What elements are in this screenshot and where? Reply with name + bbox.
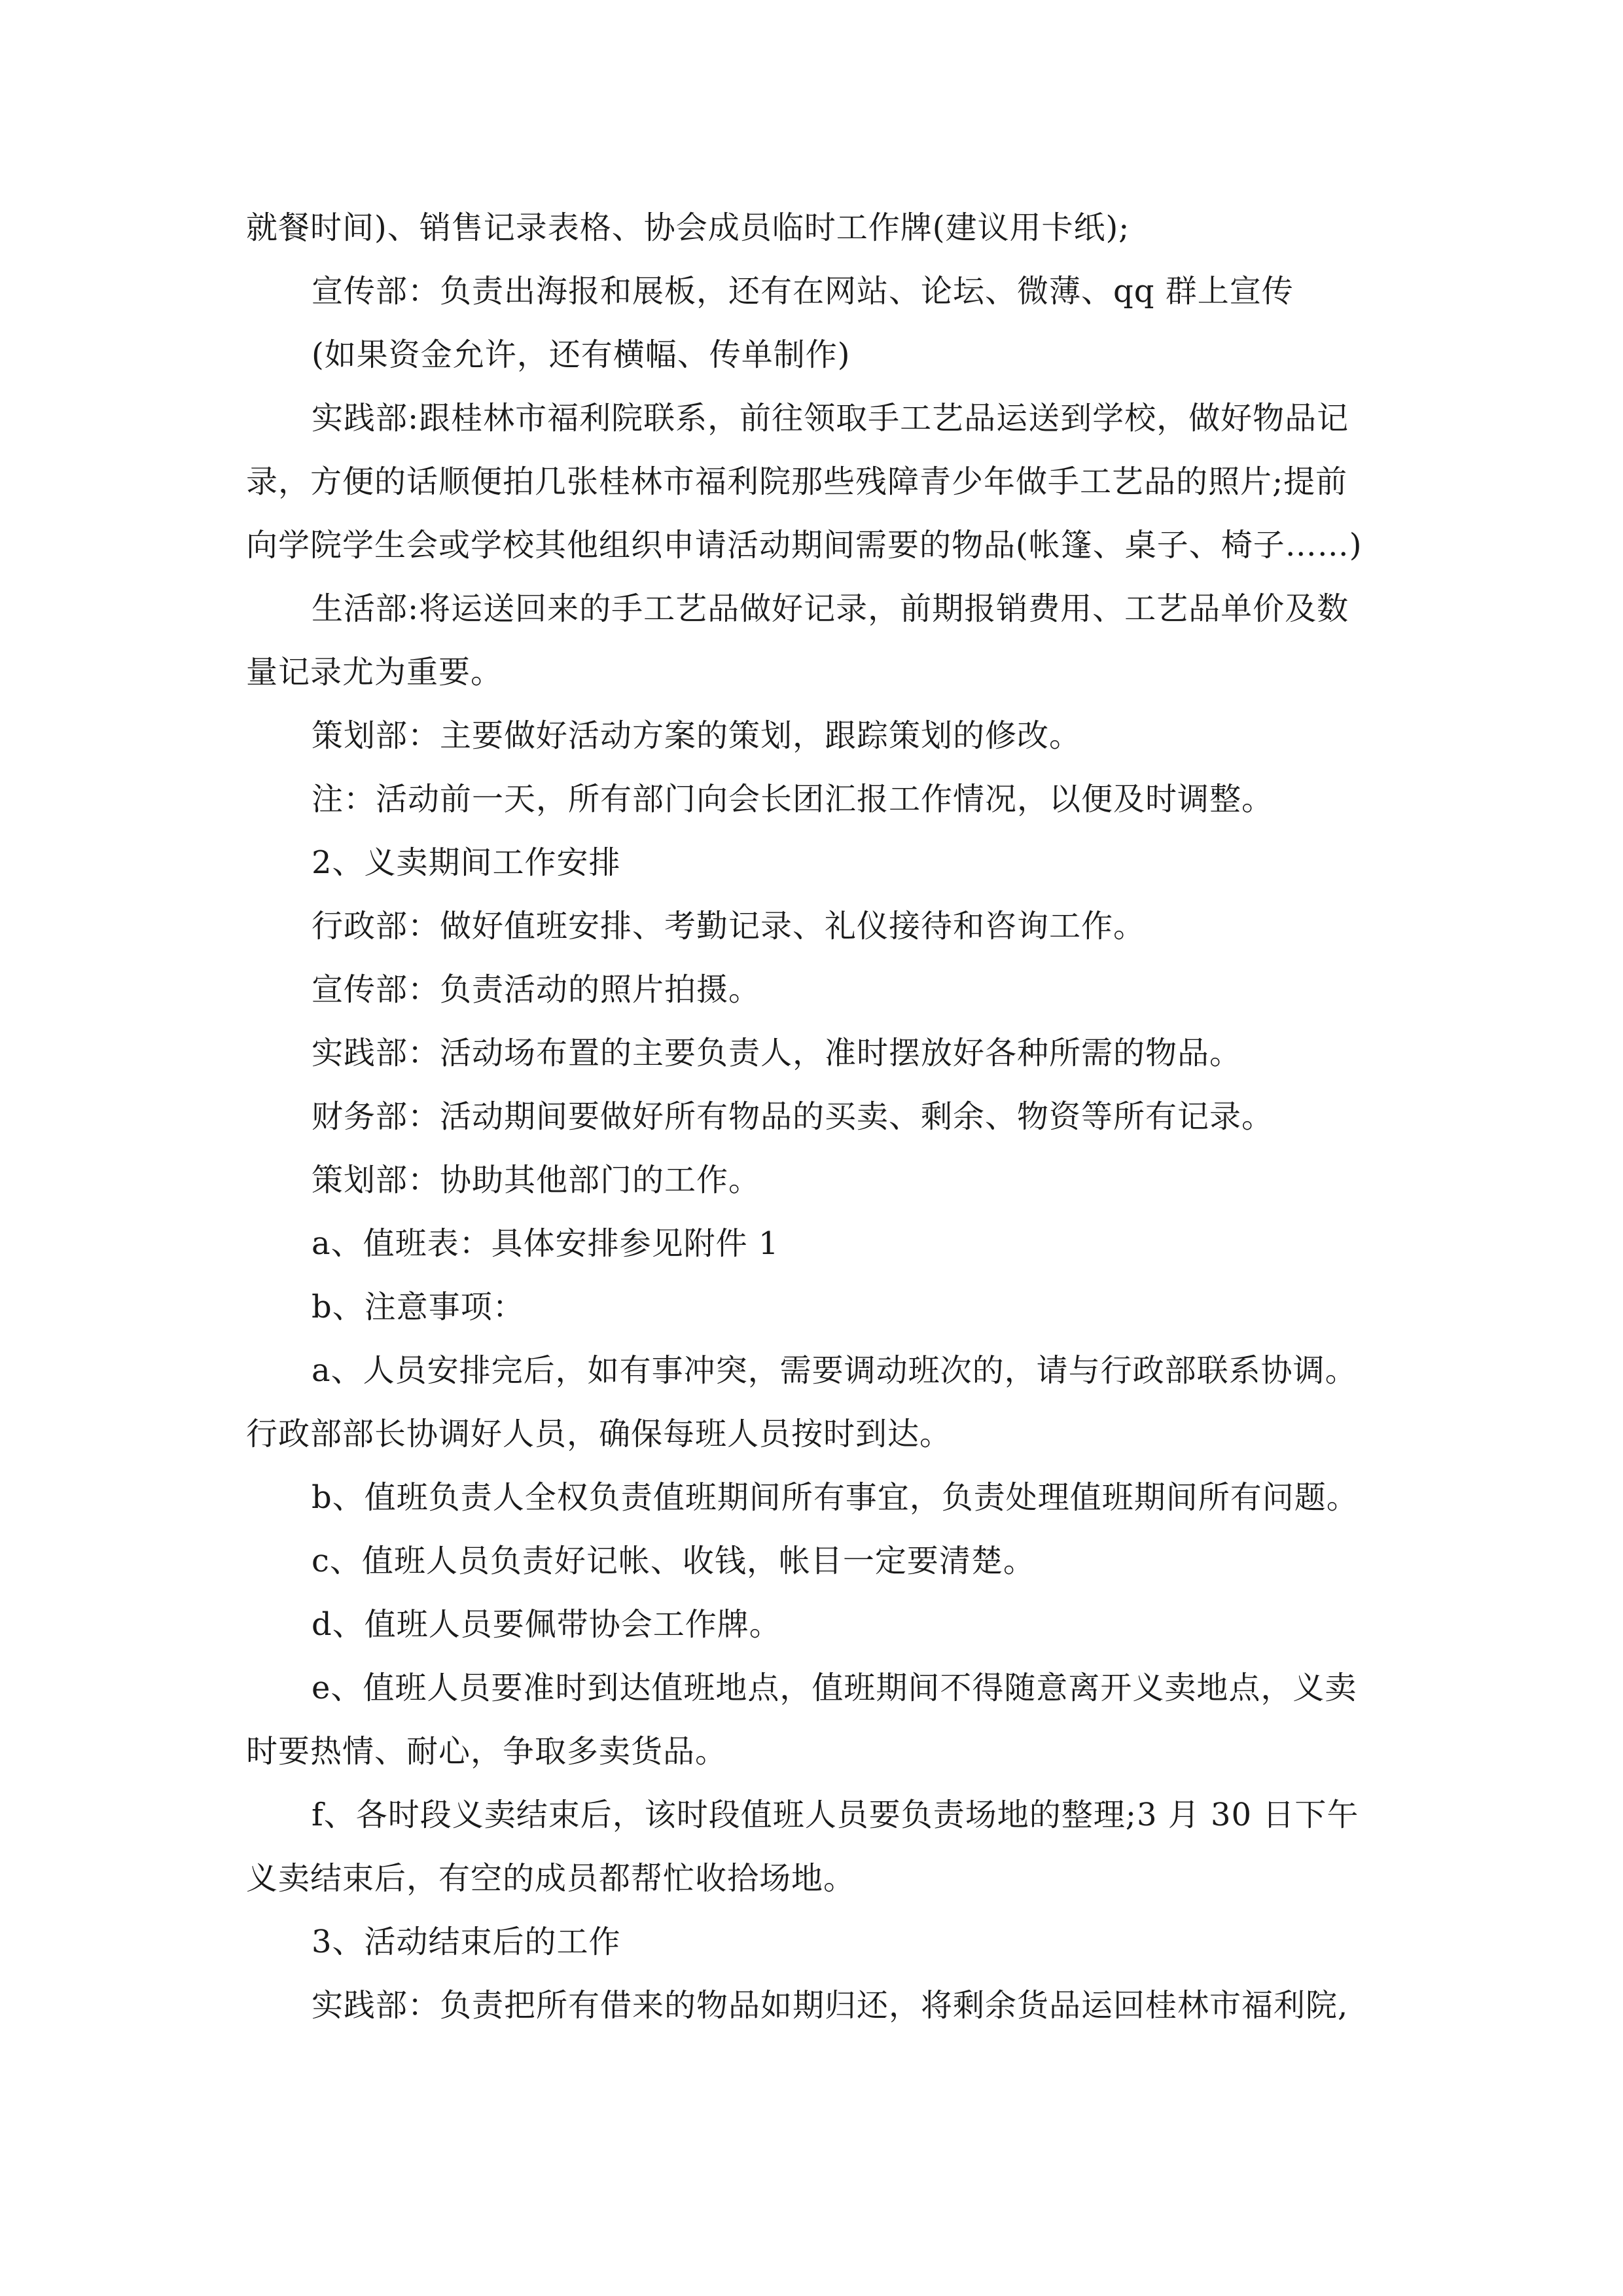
text-line: 生活部:将运送回来的手工艺品做好记录，前期报销费用、工艺品单价及数 [312,590,1349,627]
text-line: 录，方便的话顺便拍几张桂林市福利院那些残障青少年做手工艺品的照片;提前 [246,463,1348,500]
text-line: b、注意事项： [312,1289,525,1325]
text-line: 时要热情、耐心，争取多卖货品。 [246,1733,728,1770]
text-line: a、值班表：具体安排参见附件 1 [312,1225,779,1262]
text-line: 行政部：做好值班安排、考勤记录、礼仪接待和咨询工作。 [312,908,1146,944]
text-line: 2、义卖期间工作安排 [312,844,621,881]
text-line: 注：活动前一天，所有部门向会长团汇报工作情况，以便及时调整。 [312,781,1274,817]
text-line: 财务部：活动期间要做好所有物品的买卖、剩余、物资等所有记录。 [312,1098,1274,1135]
text-line: 实践部：活动场布置的主要负责人，准时摆放好各种所需的物品。 [312,1035,1242,1071]
text-line: 实践部：负责把所有借来的物品如期归还，将剩余货品运回桂林市福利院, [312,1987,1349,2024]
text-line: 3、活动结束后的工作 [312,1924,621,1960]
text-line: a、人员安排完后，如有事冲突，需要调动班次的，请与行政部联系协调。 [312,1352,1357,1389]
text-line: 宣传部：负责出海报和展板，还有在网站、论坛、微薄、qq 群上宣传 [312,273,1294,310]
document-body [246,196,1385,2037]
text-line: 向学院学生会或学校其他组织申请活动期间需要的物品(帐篷、桌子、椅子……) [246,527,1363,564]
text-line: f、各时段义卖结束后，该时段值班人员要负责场地的整理;3 月 30 日下午 [312,1797,1359,1833]
text-line: 行政部部长协调好人员，确保每班人员按时到达。 [246,1416,952,1452]
text-line: b、值班负责人全权负责值班期间所有事宜，负责处理值班期间所有问题。 [312,1479,1359,1516]
text-line: c、值班人员负责好记帐、收钱，帐目一定要清楚。 [312,1543,1035,1579]
text-line: 义卖结束后，有空的成员都帮忙收拾场地。 [246,1860,856,1897]
text-line: 实践部:跟桂林市福利院联系，前往领取手工艺品运送到学校，做好物品记 [312,400,1349,437]
text-line: 宣传部：负责活动的照片拍摄。 [312,971,761,1008]
text-line: 策划部：协助其他部门的工作。 [312,1162,761,1198]
text-line: 策划部：主要做好活动方案的策划，跟踪策划的修改。 [312,717,1082,754]
text-line: d、值班人员要佩带协会工作牌。 [312,1606,781,1643]
text-line: 就餐时间)、销售记录表格、协会成员临时工作牌(建议用卡纸); [246,209,1130,246]
text-line: 量记录尤为重要。 [246,654,503,691]
text-line: (如果资金允许，还有横幅、传单制作) [312,336,851,373]
text-line: e、值班人员要准时到达值班地点，值班期间不得随意离开义卖地点，义卖 [312,1670,1357,1706]
